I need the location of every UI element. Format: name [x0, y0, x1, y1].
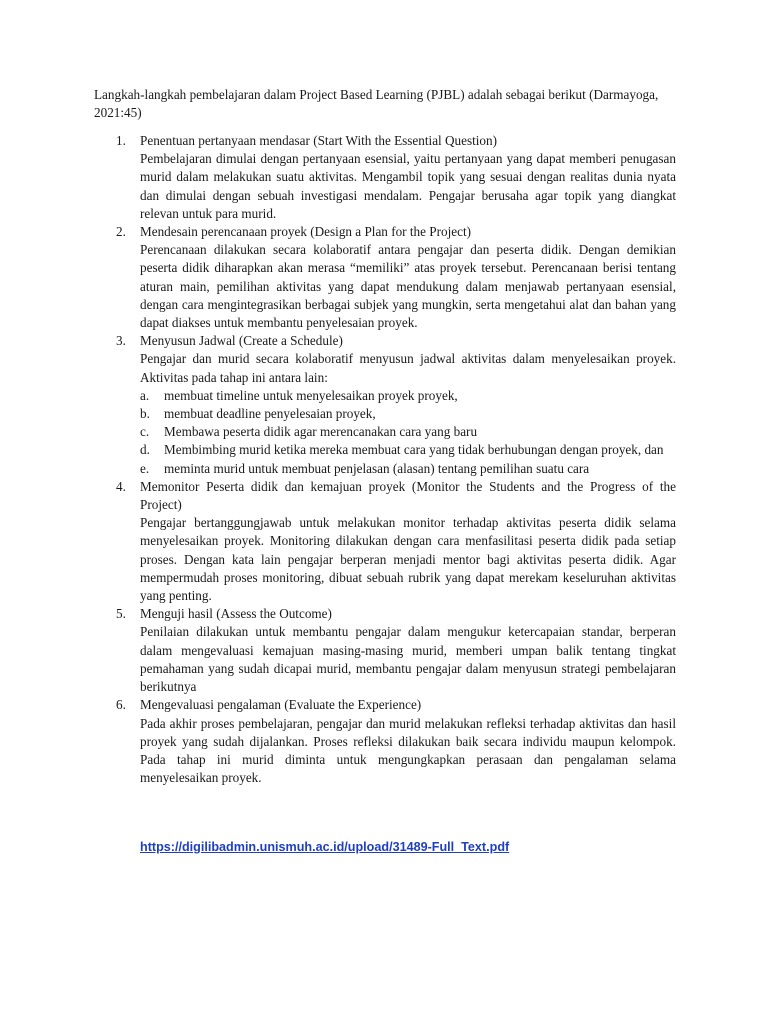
sub-item-letter: c. — [140, 424, 150, 440]
step-description: Perencanaan dilakukan secara kolaboratif antara pengajar dan peserta didik. Dengan demikian peserta didik diharapkan akan merasa “memiliki” atas proyek tersebut. Perencanaan berisi tentang aturan main, pemilihan aktivitas yang dapat mendukung dalam menjawab pertanyaan esensial, dengan cara mengintegrasikan berbagai subjek yang mungkin, serta mengetahui alat dan bahan yang dapat diakses untuk membantu penyelesaian proyek. — [140, 242, 676, 331]
sub-item-b — [140, 405, 676, 423]
sub-item-letter: d. — [140, 442, 150, 458]
step-title: Menguji hasil (Assess the Outcome) — [140, 606, 332, 622]
step-item-1 — [94, 132, 676, 223]
step-number: 5. — [116, 606, 126, 622]
step-title: Menyusun Jadwal (Create a Schedule) — [140, 333, 343, 349]
source-link[interactable]: https://digilibadmin.unismuh.ac.id/upload/31489-Full_Text.pdf — [140, 840, 510, 854]
step-description: Pengajar dan murid secara kolaboratif menyusun jadwal aktivitas dalam menyelesaikan proyek. Aktivitas pada tahap ini antara lain: — [140, 351, 676, 385]
step-item-5 — [94, 605, 676, 696]
step-number: 2. — [116, 224, 126, 240]
step-description: Pembelajaran dimulai dengan pertanyaan esensial, yaitu pertanyaan yang dapat memberi penugasan murid dalam melakukan suatu aktivitas. Mengambil topik yang sesuai dengan realitas dunia nyata dan dimulai dengan sebuah investigasi mendalam. Pengajar berusaha agar topik yang diangkat relevan untuk para murid. — [140, 151, 676, 221]
sub-item-text: membuat timeline untuk menyelesaikan proyek proyek, — [164, 387, 458, 403]
sub-item-letter: a. — [140, 387, 150, 403]
sub-item-letter: e. — [140, 460, 150, 476]
sub-item-text: Membawa peserta didik agar merencanakan cara yang baru — [164, 424, 478, 440]
step-number: 1. — [116, 133, 126, 148]
step-title: Memonitor Peserta didik dan kemajuan proyek (Monitor the Students and the Progress of the Project) — [140, 478, 676, 513]
step-item-4 — [94, 478, 676, 605]
step-title: Penentuan pertanyaan mendasar (Start With the Essential Question) — [140, 133, 498, 148]
intro-paragraph: Langkah-langkah pembelajaran dalam Project Based Learning (PJBL) adalah sebagai berikut (Darmayoga, 2021:45) — [94, 87, 659, 121]
sub-item-text: Membimbing murid ketika mereka membuat cara yang tidak berhubungan dengan proyek, dan — [164, 442, 664, 458]
step-title: Mendesain perencanaan proyek (Design a Plan for the Project) — [140, 224, 472, 240]
sub-item-text: membuat deadline penyelesaian proyek, — [164, 406, 376, 422]
step-description: Penilaian dilakukan untuk membantu pengajar dalam mengukur ketercapaian standar, berperan dalam mengevaluasi kemajuan masing-masing murid, memberi umpan balik tentang tingkat pemahaman yang sudah dicapai murid, membantu pengajar dalam menyusun strategi pembelajaran berikutnya — [140, 624, 676, 695]
steps-list — [94, 132, 676, 787]
step-number: 4. — [116, 478, 126, 494]
step-item-2 — [94, 223, 676, 332]
step-number: 3. — [116, 333, 126, 349]
sub-item-text: meminta murid untuk membuat penjelasan (alasan) tentang pemilihan suatu cara — [164, 460, 590, 476]
step-description: Pengajar bertanggungjawab untuk melakukan monitor terhadap aktivitas peserta didik selama menyelesaikan proyek. Monitoring dilakukan dengan cara menfasilitasi peserta didik pada setiap proses. Dengan kata lain pengajar berperan menjadi mentor bagi aktivitas peserta didik. Agar mempermudah proses monitoring, dibuat sebuah rubrik yang dapat merekam keseluruhan aktivitas yang penting. — [140, 515, 676, 604]
sub-item-letter: b. — [140, 406, 150, 422]
step-number: 6. — [116, 697, 126, 713]
step-title: Mengevaluasi pengalaman (Evaluate the Experience) — [140, 697, 422, 713]
sub-item-c — [140, 423, 676, 441]
activity-sublist — [140, 387, 676, 478]
step-item-6 — [94, 696, 676, 787]
sub-item-a — [140, 387, 676, 405]
sub-item-d — [140, 441, 676, 459]
step-description: Pada akhir proses pembelajaran, pengajar dan murid melakukan refleksi terhadap aktivitas dan hasil proyek yang sudah dijalankan. Proses refleksi dilakukan baik secara individu maupun kelompok. Pada tahap ini murid diminta untuk mengungkapkan perasaan dan pengalaman selama menyelesaikan proyek. — [140, 715, 676, 786]
sub-item-e — [140, 460, 676, 478]
step-item-3 — [94, 332, 676, 478]
